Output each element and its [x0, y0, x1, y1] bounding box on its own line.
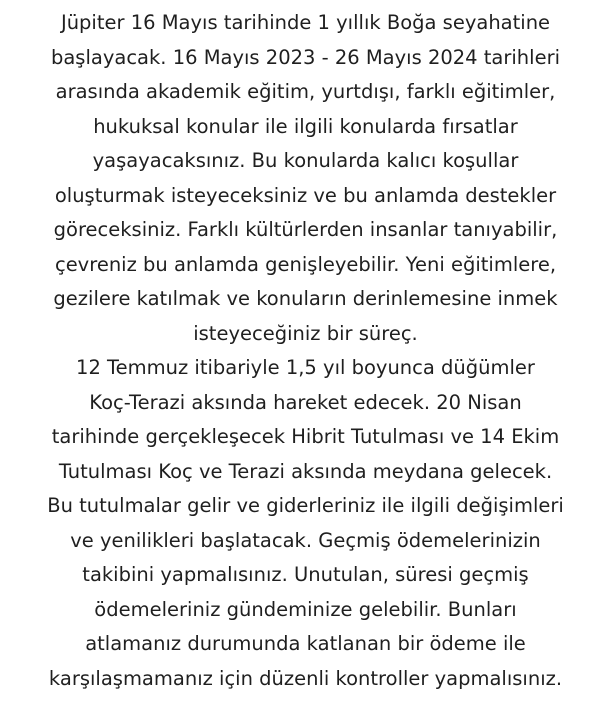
text-line: takibini yapmalısınız. Unutulan, süresi geçmiş: [82, 563, 529, 586]
text-line: yaşayacaksınız. Bu konularda kalıcı koşullar: [92, 149, 519, 172]
text-line: isteyeceğiniz bir süreç.: [193, 321, 418, 345]
text-line: arasında akademik eğitim, yurtdışı, farklı eğitimler,: [55, 80, 556, 103]
text-line: ödemeleriniz gündeminize gelebilir. Bunları: [94, 597, 517, 621]
text-line: tarihinde gerçekleşecek Hibrit Tutulması ve 14 Ekim: [51, 425, 560, 448]
text-line: Jüpiter 16 Mayıs tarihinde 1 yıllık Boğa seyahatine: [60, 11, 551, 34]
text-line: 12 Temmuz itibariyle 1,5 yıl boyunca düğümler: [76, 356, 535, 379]
text-line: ve yenilikleri başlatacak. Geçmiş ödemelerinizin: [70, 528, 541, 552]
text-line: başlayacak. 16 Mayıs 2023 - 26 Mayıs 2024 tarihleri: [50, 45, 561, 69]
text-line: hukuksal konular ile ilgili konularda fırsatlar: [93, 114, 518, 138]
paragraph-nodes: [4, 351, 607, 696]
text-line: Koç-Terazi aksında hareket edecek. 20 Nisan: [89, 390, 522, 414]
text-line: gezilere katılmak ve konuların derinlemesine inmek: [53, 287, 558, 310]
text-line: oluşturmak isteyeceksiniz ve bu anlamda destekler: [54, 183, 557, 207]
paragraph-jupiter: [4, 6, 607, 351]
text-line: çevreniz bu anlamda genişleyebilir. Yeni eğitimlere,: [54, 252, 557, 276]
text-line: Bu tutulmalar gelir ve giderleriniz ile ilgili değişimleri: [47, 494, 564, 517]
text-line: karşılaşmamanız için düzenli kontroller yapmalısınız.: [48, 666, 563, 690]
text-line: göreceksiniz. Farklı kültürlerden insanlar tanıyabilir,: [53, 218, 558, 241]
text-line: atlamanız durumunda katlanan bir ödeme ile: [85, 632, 526, 655]
text-line: Tutulması Koç ve Terazi aksında meydana gelecek.: [58, 459, 553, 483]
